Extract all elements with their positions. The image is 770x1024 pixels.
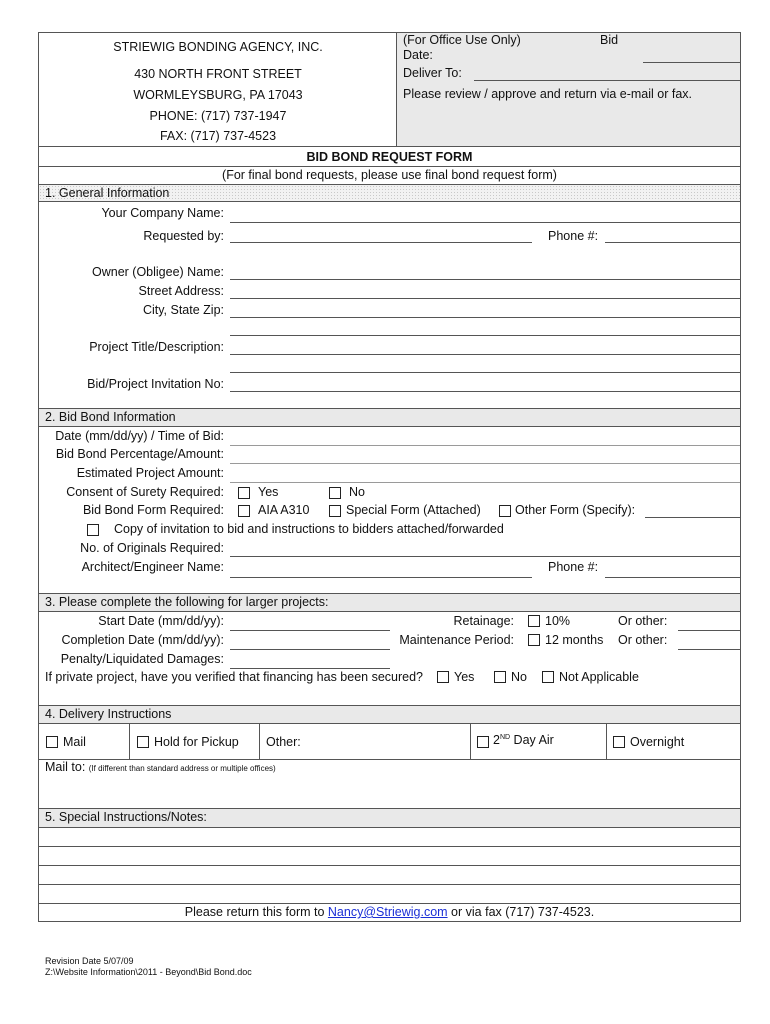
consent-yes-checkbox[interactable] xyxy=(238,487,250,499)
notes-line-4[interactable] xyxy=(38,884,741,885)
delivery-other-label: Other: xyxy=(266,735,301,749)
section5-heading: 5. Special Instructions/Notes: xyxy=(45,810,207,824)
section1-phone-label: Phone #: xyxy=(548,229,599,243)
delivery-col-4 xyxy=(606,723,607,759)
mail-to-note: (If different than standard address or multiple offices) xyxy=(88,764,276,773)
financing-na-checkbox[interactable] xyxy=(542,671,554,683)
agency-city: WORMLEYSBURG, PA 17043 xyxy=(133,88,303,102)
second-day-air-checkbox[interactable] xyxy=(477,736,489,748)
office-date-label: Date: xyxy=(403,48,433,62)
penalty-field[interactable] xyxy=(230,668,390,669)
section1-header-bottom xyxy=(38,201,741,202)
notes-line-1[interactable] xyxy=(38,827,741,828)
agency-fax: FAX: (717) 737-4523 xyxy=(159,129,277,143)
notes-line-5 xyxy=(38,903,741,904)
completion-date-field[interactable] xyxy=(230,649,390,650)
file-path: Z:\Website Information\2011 - Beyond\Bid Bond.doc xyxy=(45,967,252,977)
special-form-label: Special Form (Attached) xyxy=(346,503,481,517)
special-form-checkbox[interactable] xyxy=(329,505,341,517)
section2-phone-field[interactable] xyxy=(605,577,740,578)
consent-yes-label: Yes xyxy=(258,485,279,499)
other-form-field[interactable] xyxy=(645,517,740,518)
retainage-other-field[interactable] xyxy=(678,630,740,631)
section1-phone-field[interactable] xyxy=(605,242,740,243)
percentage-label: Bid Bond Percentage/Amount: xyxy=(55,447,224,461)
deliver-to-label: Deliver To: xyxy=(403,66,462,80)
hold-pickup-label: Hold for Pickup xyxy=(154,735,239,749)
office-date-line[interactable] xyxy=(643,62,740,63)
retainage-10-checkbox[interactable] xyxy=(528,615,540,627)
mail-checkbox[interactable] xyxy=(46,736,58,748)
date-time-label: Date (mm/dd/yy) / Time of Bid: xyxy=(55,429,224,443)
delivery-col-1 xyxy=(129,723,130,759)
form-subtitle: (For final bond requests, please use final bond request form) xyxy=(222,168,557,182)
street-address-label: Street Address: xyxy=(138,284,224,298)
maintenance-other-label: Or other: xyxy=(618,633,668,647)
section4-header-bottom xyxy=(38,723,741,724)
estimated-field[interactable] xyxy=(230,482,740,483)
section3-header-bottom xyxy=(38,611,741,612)
owner-name-label: Owner (Obligee) Name: xyxy=(92,265,224,279)
revision-date: Revision Date 5/07/09 xyxy=(45,956,134,966)
maintenance-12-checkbox[interactable] xyxy=(528,634,540,646)
mail-to-label: Mail to: (If different than standard address or multiple offices) xyxy=(45,760,276,774)
start-date-field[interactable] xyxy=(230,630,390,631)
percentage-field[interactable] xyxy=(230,463,740,464)
aia-checkbox[interactable] xyxy=(238,505,250,517)
project-title-field[interactable] xyxy=(230,354,740,355)
requested-by-field[interactable] xyxy=(230,242,532,243)
maintenance-label: Maintenance Period: xyxy=(399,633,514,647)
hold-pickup-checkbox[interactable] xyxy=(137,736,149,748)
deliver-to-line[interactable] xyxy=(474,80,740,81)
originals-label: No. of Originals Required: xyxy=(80,541,224,555)
architect-label: Architect/Engineer Name: xyxy=(81,560,224,574)
invitation-no-label: Bid/Project Invitation No: xyxy=(87,377,224,391)
requested-by-label: Requested by: xyxy=(143,229,224,243)
street-address-field[interactable] xyxy=(230,298,740,299)
retainage-label: Retainage: xyxy=(453,614,514,628)
penalty-label: Penalty/Liquidated Damages: xyxy=(60,652,224,666)
section2-heading: 2. Bid Bond Information xyxy=(45,410,176,424)
office-bid-label: Bid xyxy=(600,33,619,47)
financing-yes-label: Yes xyxy=(454,670,475,684)
project-title-label: Project Title/Description: xyxy=(89,340,224,354)
notes-line-3[interactable] xyxy=(38,865,741,866)
other-form-checkbox[interactable] xyxy=(499,505,511,517)
overnight-checkbox[interactable] xyxy=(613,736,625,748)
agency-phone: PHONE: (717) 737-1947 xyxy=(149,109,287,123)
agency-name: STRIEWIG BONDING AGENCY, INC. xyxy=(113,40,323,54)
estimated-label: Estimated Project Amount: xyxy=(76,466,224,480)
invitation-no-field[interactable] xyxy=(230,391,740,392)
second-day-air-label: 2ND Day Air xyxy=(493,733,554,747)
copy-invitation-checkbox[interactable] xyxy=(87,524,99,536)
start-date-label: Start Date (mm/dd/yy): xyxy=(98,614,224,628)
delivery-col-3 xyxy=(470,723,471,759)
office-use-label: (For Office Use Only) xyxy=(403,33,521,47)
financing-question: If private project, have you verified that financing has been secured? xyxy=(45,670,424,684)
address-extra-line[interactable] xyxy=(230,335,740,336)
section4-heading: 4. Delivery Instructions xyxy=(45,707,172,721)
architect-field[interactable] xyxy=(230,577,532,578)
notes-line-2[interactable] xyxy=(38,846,741,847)
section2-phone-label: Phone #: xyxy=(548,560,599,574)
project-title-field-2[interactable] xyxy=(230,372,740,373)
maintenance-12-label: 12 months xyxy=(545,633,604,647)
other-form-label: Other Form (Specify): xyxy=(515,503,636,517)
financing-no-checkbox[interactable] xyxy=(494,671,506,683)
financing-yes-checkbox[interactable] xyxy=(437,671,449,683)
section1-heading: 1. General Information xyxy=(45,186,170,200)
city-state-zip-label: City, State Zip: xyxy=(142,303,224,317)
retainage-other-label: Or other: xyxy=(618,614,668,628)
mail-label: Mail xyxy=(63,735,86,749)
title-top-rule xyxy=(38,146,741,147)
title-rule xyxy=(38,166,741,167)
email-link[interactable]: Nancy@Striewig.com xyxy=(327,905,448,919)
copy-invitation-label: Copy of invitation to bid and instructions to bidders attached/forwarded xyxy=(114,522,504,536)
company-name-label: Your Company Name: xyxy=(101,206,224,220)
consent-label: Consent of Surety Required: xyxy=(66,485,224,499)
date-time-field[interactable] xyxy=(230,445,740,446)
city-state-zip-field[interactable] xyxy=(230,317,740,318)
owner-name-field[interactable] xyxy=(230,279,740,280)
form-title: BID BOND REQUEST FORM xyxy=(306,150,473,164)
form-required-label: Bid Bond Form Required: xyxy=(82,503,224,517)
delivery-col-2 xyxy=(259,723,260,759)
financing-no-label: No xyxy=(511,670,527,684)
consent-no-label: No xyxy=(349,485,365,499)
maintenance-other-field[interactable] xyxy=(678,649,740,650)
aia-label: AIA A310 xyxy=(258,503,310,517)
return-instructions: Please return this form to Nancy@Striewig.com or via fax (717) 737-4523. xyxy=(184,905,595,919)
consent-no-checkbox[interactable] xyxy=(329,487,341,499)
completion-date-label: Completion Date (mm/dd/yy): xyxy=(61,633,224,647)
agency-street: 430 NORTH FRONT STREET xyxy=(134,67,302,81)
retainage-10-label: 10% xyxy=(545,614,571,628)
originals-field[interactable] xyxy=(230,556,740,557)
overnight-label: Overnight xyxy=(630,735,685,749)
section3-heading: 3. Please complete the following for larger projects: xyxy=(45,595,329,609)
company-name-field[interactable] xyxy=(230,222,740,223)
review-note: Please review / approve and return via e-mail or fax. xyxy=(403,87,693,101)
financing-na-label: Not Applicable xyxy=(559,670,639,684)
section2-header-bottom xyxy=(38,426,741,427)
